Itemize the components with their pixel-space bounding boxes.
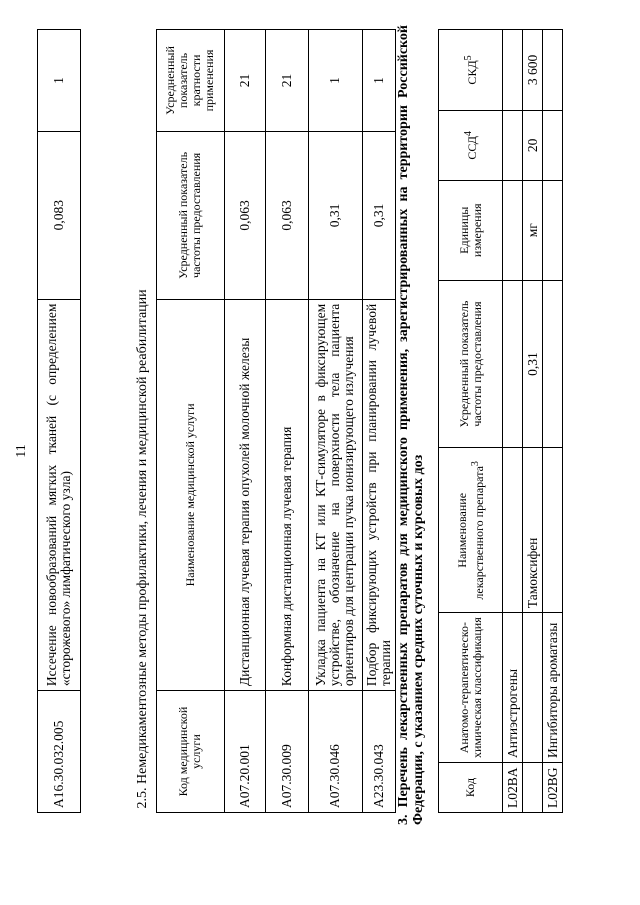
frequency-value: 0,063 xyxy=(265,131,308,299)
table-row xyxy=(362,30,395,813)
table-row xyxy=(224,30,265,813)
service-name: Дистанционная лучевая терапия опухолей молочной железы xyxy=(224,299,265,690)
table-header-row xyxy=(156,30,224,813)
ssd-value xyxy=(503,110,523,180)
multiplicity-value: 1 xyxy=(308,30,362,132)
header-unit: Единицы измерения xyxy=(439,180,503,280)
header-code: Код медицинской услуги xyxy=(156,691,224,813)
multiplicity-value: 1 xyxy=(38,30,81,132)
section-2-5-title: 2.5. Немедикаментозные методы профилактики, лечения и медицинской реабилитации xyxy=(131,30,156,813)
ssd-value: 20 xyxy=(523,110,543,180)
unit-value xyxy=(543,180,563,280)
atc-group: Антиэстрогены xyxy=(503,613,523,763)
service-code: A07.20.001 xyxy=(224,691,265,813)
unit-value xyxy=(503,180,523,280)
multiplicity-value: 21 xyxy=(224,30,265,132)
service-code: A07.30.009 xyxy=(265,691,308,813)
skd-value xyxy=(543,30,563,111)
table-row xyxy=(308,30,362,813)
service-name: Иссечение новообразований мягких тканей (с определением «сторожевого» лимфатического узла) xyxy=(38,299,81,690)
header-multiplicity: Усредненный показатель кратности применения xyxy=(156,30,224,132)
frequency-value: 0,063 xyxy=(224,131,265,299)
service-name: Конформная дистанционная лучевая терапия xyxy=(265,299,308,690)
atc-code xyxy=(523,763,543,813)
service-name: Укладка пациента на КТ или КТ-симуляторе в фиксирующем устройстве, обозначение на поверхности тела пациента ориентиров для центрации пучка ионизирующего излучения xyxy=(308,299,362,690)
header-frequency: Усредненный показатель частоты предоставления xyxy=(156,131,224,299)
service-code: A07.30.046 xyxy=(308,691,362,813)
section-3-title: 3. Перечень лекарственных препаратов для медицинского применения, зарегистрированных на территории Российской Федерации, с указанием средних суточных и курсовых доз xyxy=(396,25,426,825)
atc-code: L02BA xyxy=(503,763,523,813)
header-atc: Анатомо-терапевтическо-химическая классификация xyxy=(439,613,503,763)
table-row xyxy=(523,30,543,813)
skd-value xyxy=(503,30,523,111)
non-drug-methods-table xyxy=(131,29,396,813)
service-name: Подбор фиксирующих устройств при планировании лучевой терапии xyxy=(362,299,395,690)
services-table-continued xyxy=(37,29,81,813)
table-row xyxy=(503,30,523,813)
drug-name: Тамоксифен xyxy=(523,448,543,613)
service-code: A23.30.043 xyxy=(362,691,395,813)
header-code: Код xyxy=(439,763,503,813)
skd-value: 3 600 xyxy=(523,30,543,111)
table-row xyxy=(38,30,81,813)
header-frequency: Усредненный показатель частоты предоставления xyxy=(439,280,503,448)
frequency-value: 0,083 xyxy=(38,131,81,299)
multiplicity-value: 21 xyxy=(265,30,308,132)
table-header-row xyxy=(439,30,503,813)
frequency-value xyxy=(543,280,563,448)
multiplicity-value: 1 xyxy=(362,30,395,132)
atc-group: Ингибиторы ароматазы xyxy=(543,613,563,763)
drug-name xyxy=(543,448,563,613)
service-code: A16.30.032.005 xyxy=(38,691,81,813)
atc-group xyxy=(523,613,543,763)
frequency-value: 0,31 xyxy=(362,131,395,299)
page-number: 11 xyxy=(14,444,29,458)
header-drug: Наименование лекарственного препарата$^3$ xyxy=(439,448,503,613)
frequency-value: 0,31 xyxy=(523,280,543,448)
header-ssd: ССД$^4$ xyxy=(439,110,503,180)
table-row xyxy=(543,30,563,813)
ssd-value xyxy=(543,110,563,180)
frequency-value: 0,31 xyxy=(308,131,362,299)
section-title-row xyxy=(131,30,156,813)
drugs-table xyxy=(438,29,563,813)
frequency-value xyxy=(503,280,523,448)
drug-name xyxy=(503,448,523,613)
atc-code: L02BG xyxy=(543,763,563,813)
header-skd: СКД$^5$ xyxy=(439,30,503,111)
table-row xyxy=(265,30,308,813)
unit-value: мг xyxy=(523,180,543,280)
header-name: Наименование медицинской услуги xyxy=(156,299,224,690)
